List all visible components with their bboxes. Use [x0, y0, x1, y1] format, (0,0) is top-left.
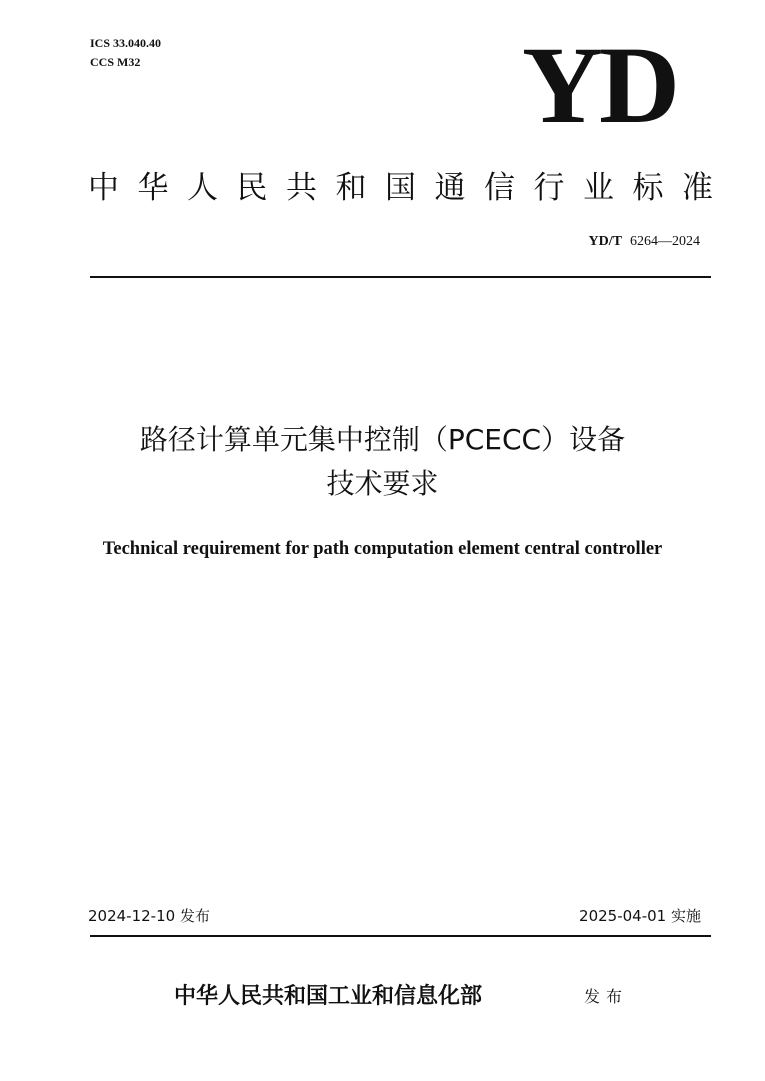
- standard-prefix: YD/T: [588, 234, 622, 249]
- bottom-divider: [90, 935, 711, 937]
- title-chinese-line1: 路径计算单元集中控制（PCECC）设备: [139, 423, 626, 456]
- industry-standard-heading: 中华人民共和国通信行业标准: [88, 170, 732, 206]
- publisher-name: 中华人民共和国工业和信息化部: [174, 983, 483, 1009]
- top-divider: [90, 276, 711, 278]
- standard-number: [589, 232, 700, 252]
- ics-code: ICS 33.040.40: [90, 36, 162, 50]
- standard-number-value: 6264—2024: [630, 234, 700, 249]
- implementation-date: 2025-04-01 实施: [579, 907, 701, 925]
- issue-date: 2024-12-10 发布: [88, 907, 210, 925]
- title-chinese-line2: 技术要求: [326, 467, 439, 500]
- ccs-code: CCS M32: [90, 55, 141, 69]
- title-english: Technical requirement for path computation element central controller: [102, 539, 663, 559]
- yd-logo: YD: [522, 24, 676, 146]
- publish-label: 发布: [584, 987, 629, 1006]
